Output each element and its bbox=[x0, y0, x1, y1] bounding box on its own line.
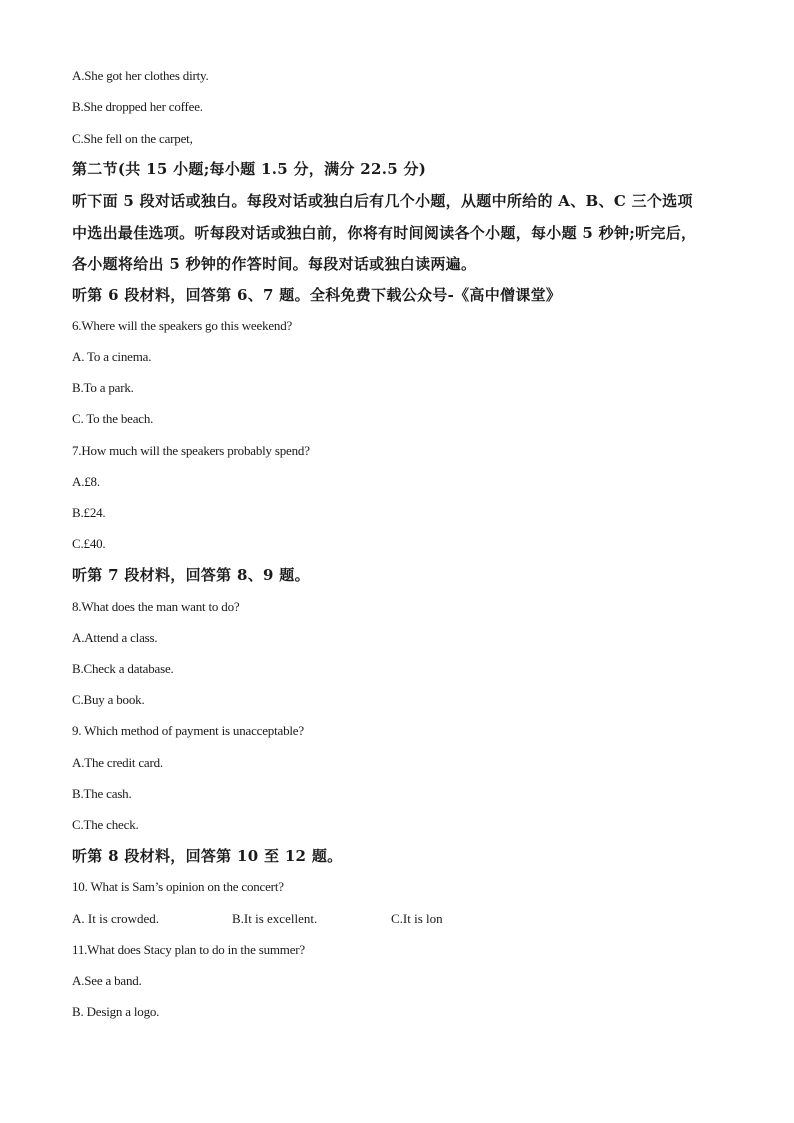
option-text: B.To a park. bbox=[72, 380, 134, 395]
question-text: 11.What does Stacy plan to do in the summer? bbox=[72, 942, 305, 957]
option-text: B.It is excellent. bbox=[232, 911, 318, 926]
option-text: B.The cash. bbox=[72, 786, 132, 801]
option-text: A.See a band. bbox=[72, 973, 142, 988]
option-text: C.Buy a book. bbox=[72, 692, 145, 707]
option-text: C.The check. bbox=[72, 817, 139, 832]
question-text: 10. What is Sam’s opinion on the concert? bbox=[72, 879, 284, 894]
option-text: A. To a cinema. bbox=[72, 349, 152, 364]
question-text: 8.What does the man want to do? bbox=[72, 599, 240, 614]
instructions-line: 中选出最佳选项。听每段对话或独白前，你将有时间阅读各个小题，每小题 5 秒钟;听完后， bbox=[72, 224, 697, 242]
option-text: C.£40. bbox=[72, 536, 106, 551]
option-text: A. It is crowded. bbox=[72, 911, 160, 926]
instructions-line: 听下面 5 段对话或独白。每段对话或独白后有几个小题，从题中所给的 A、B、C 三个选项 bbox=[72, 192, 693, 210]
option-row bbox=[72, 911, 492, 927]
option-text: A.The credit card. bbox=[72, 755, 163, 770]
option-text: C.She fell on the carpet, bbox=[72, 131, 193, 146]
material-heading: 听第 8 段材料，回答第 10 至 12 题。 bbox=[72, 847, 343, 865]
option-text: C. To the beach. bbox=[72, 411, 154, 426]
option-text: A.£8. bbox=[72, 474, 100, 489]
section-title: 第二节(共 15 小题;每小题 1.5 分，满分 22.5 分) bbox=[72, 160, 427, 178]
question-text: 7.How much will the speakers probably spend? bbox=[72, 443, 310, 458]
question-text: 9. Which method of payment is unacceptable? bbox=[72, 723, 304, 738]
material-heading: 听第 6 段材料，回答第 6、7 题。全科免费下载公众号-《高中僧课堂》 bbox=[72, 286, 562, 304]
option-text: C.It is lon bbox=[391, 911, 443, 926]
instructions-line: 各小题将给出 5 秒钟的作答时间。每段对话或独白读两遍。 bbox=[72, 255, 477, 273]
option-text: A.She got her clothes dirty. bbox=[72, 68, 209, 83]
question-text: 6.Where will the speakers go this weekend? bbox=[72, 318, 293, 333]
option-text: B.Check a database. bbox=[72, 661, 174, 676]
option-text: B.She dropped her coffee. bbox=[72, 99, 203, 114]
material-heading: 听第 7 段材料，回答第 8、9 题。 bbox=[72, 566, 310, 584]
option-text: B.£24. bbox=[72, 505, 106, 520]
option-text: B. Design a logo. bbox=[72, 1004, 160, 1019]
option-text: A.Attend a class. bbox=[72, 630, 158, 645]
